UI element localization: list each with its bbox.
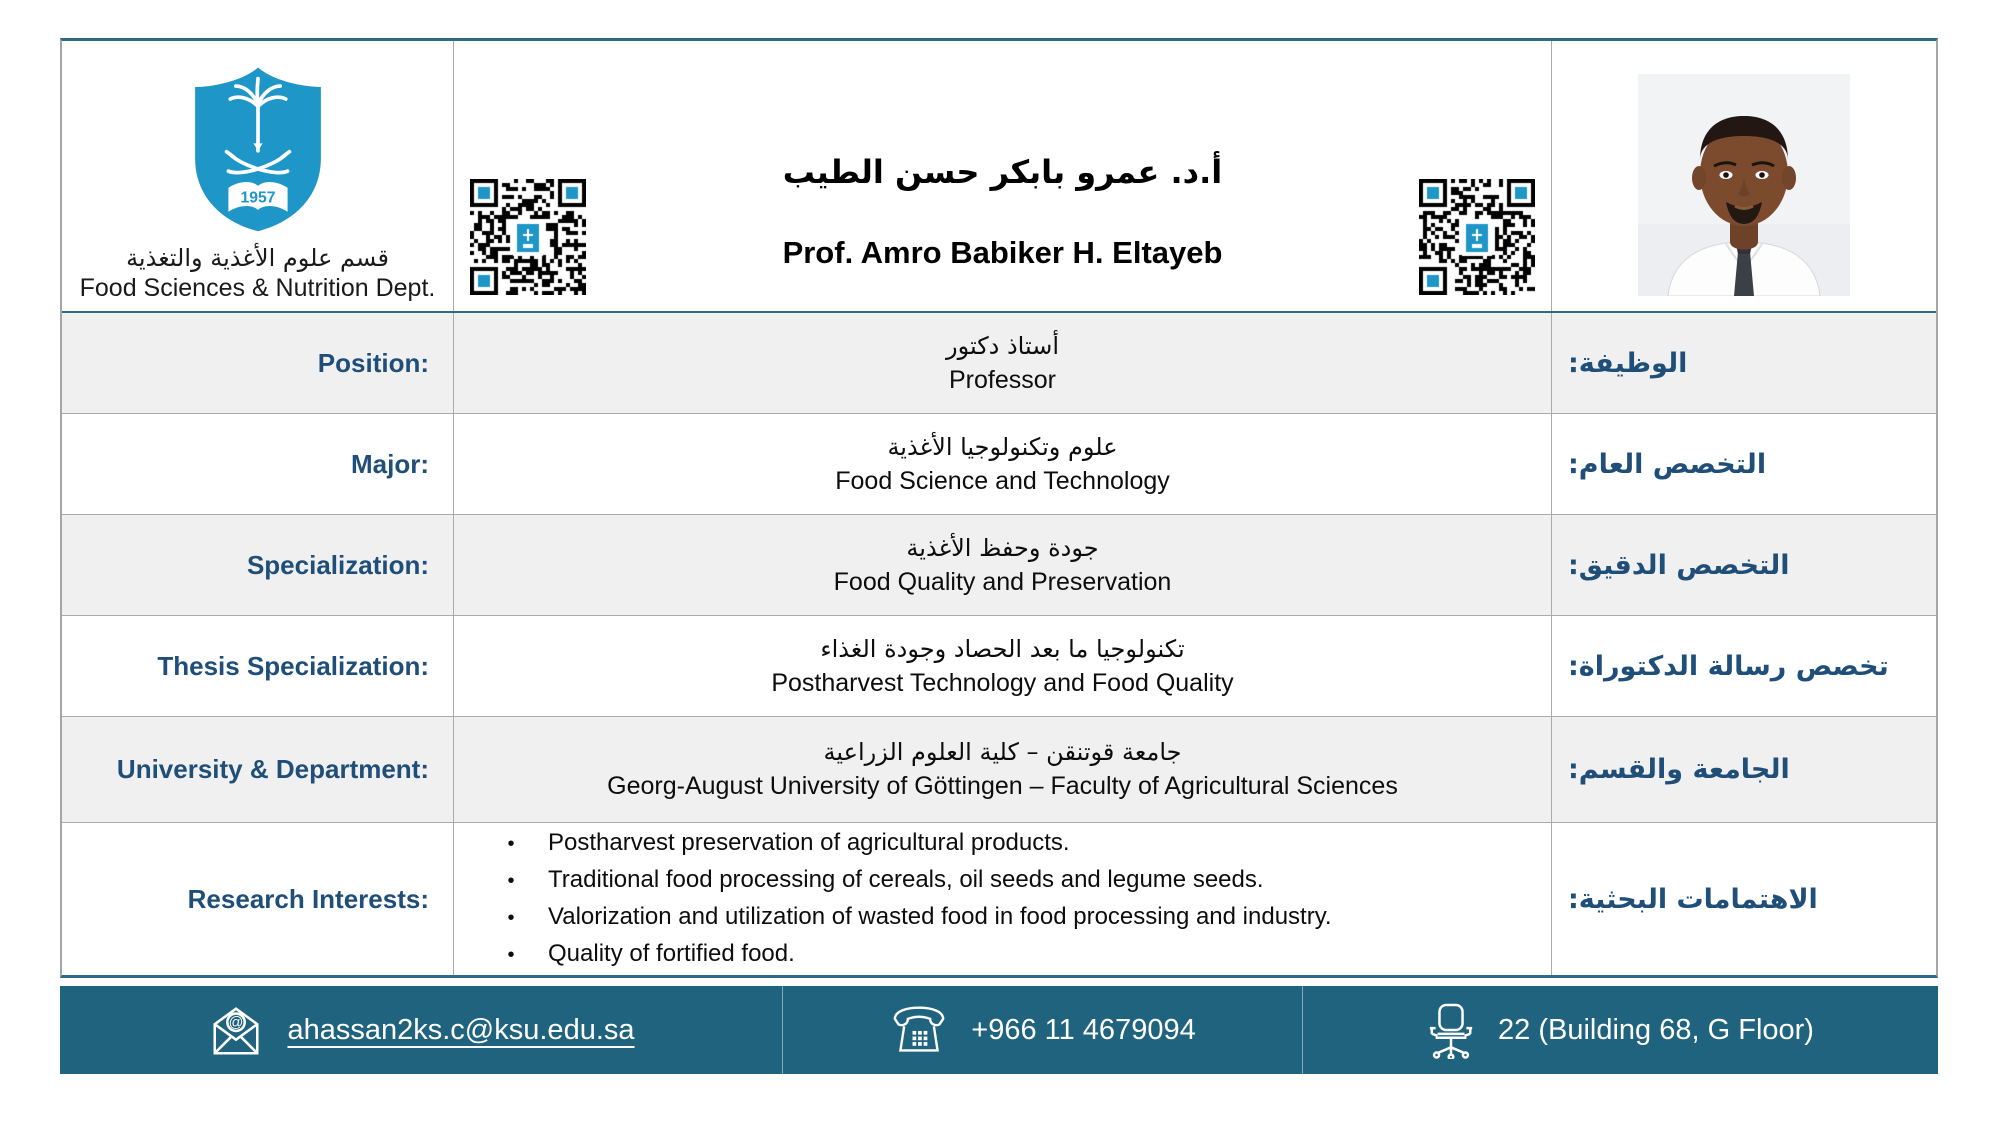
row-label-en: Research Interests: bbox=[187, 883, 429, 914]
row-value-ar: جامعة قوتنقن – كلية العلوم الزراعية bbox=[823, 738, 1182, 766]
row-label-en: Specialization: bbox=[246, 549, 429, 580]
row-label-ar: تخصص رسالة الدكتوراة: bbox=[1568, 650, 1889, 682]
row-label-ar: الاهتمامات البحثية: bbox=[1568, 883, 1818, 915]
footer-phone-section bbox=[783, 986, 1303, 1074]
row-position bbox=[62, 313, 1936, 414]
row-value-en: Postharvest Technology and Food Quality bbox=[771, 668, 1234, 697]
header-row bbox=[62, 41, 1936, 313]
envelope-icon bbox=[207, 1001, 265, 1059]
contact-footer bbox=[60, 986, 1938, 1074]
list-item-text: Valorization and utilization of wasted food in food processing and industry. bbox=[548, 903, 1332, 930]
research-interests-list bbox=[454, 823, 1552, 975]
row-label-ar: التخصص الدقيق: bbox=[1568, 549, 1790, 581]
phone-number: +966 11 4679094 bbox=[971, 1013, 1196, 1046]
email-link[interactable]: ahassan2ks.c@ksu.edu.sa bbox=[287, 1013, 635, 1046]
bullet-icon: • bbox=[507, 907, 515, 929]
row-label-ar: الجامعة والقسم: bbox=[1568, 754, 1790, 785]
row-value-ar: تكنولوجيا ما بعد الحصاد وجودة الغذاء bbox=[820, 634, 1185, 663]
list-item bbox=[504, 899, 1332, 936]
professor-name-ar: أ.د. عمرو بابكر حسن الطيب bbox=[782, 153, 1223, 191]
list-item-text: Traditional food processing of cereals, oil seeds and legume seeds. bbox=[548, 866, 1264, 893]
list-item-text: Quality of fortified food. bbox=[548, 940, 795, 967]
professor-name-en: Prof. Amro Babiker H. Eltayeb bbox=[782, 235, 1223, 270]
row-value-en: Georg-August University of Göttingen – Faculty of Agricultural Sciences bbox=[607, 772, 1398, 800]
qr-code-right-icon bbox=[1419, 179, 1535, 295]
office-location: 22 (Building 68, G Floor) bbox=[1498, 1013, 1814, 1046]
list-item bbox=[504, 825, 1070, 862]
row-label-en: Position: bbox=[317, 347, 429, 378]
row-label-ar: التخصص العام: bbox=[1568, 448, 1767, 480]
row-thesis-specialization bbox=[62, 616, 1936, 717]
svg-text:@: @ bbox=[229, 1015, 244, 1032]
row-label-en: Thesis Specialization: bbox=[157, 650, 429, 681]
footer-office-section bbox=[1303, 986, 1937, 1074]
faculty-table bbox=[60, 38, 1938, 978]
footer-email-section bbox=[60, 986, 783, 1074]
row-major bbox=[62, 414, 1936, 515]
row-value-ar: علوم وتكنولوجيا الأغذية bbox=[887, 432, 1118, 461]
profile-card bbox=[60, 38, 1938, 1074]
row-value-ar: جودة وحفظ الأغذية bbox=[906, 533, 1099, 562]
bullet-icon: • bbox=[507, 833, 515, 855]
row-value-en: Professor bbox=[949, 365, 1056, 394]
profile-photo bbox=[1638, 74, 1850, 296]
row-specialization bbox=[62, 515, 1936, 616]
department-name-ar: قسم علوم الأغذية والتغذية bbox=[126, 244, 389, 272]
row-research-interests bbox=[62, 823, 1936, 975]
row-value-en: Food Science and Technology bbox=[835, 466, 1170, 495]
row-value-en: Food Quality and Preservation bbox=[833, 567, 1172, 596]
name-cell bbox=[454, 41, 1552, 311]
list-item-text: Postharvest preservation of agricultural products. bbox=[548, 829, 1070, 856]
office-chair-icon bbox=[1426, 1001, 1476, 1059]
photo-cell bbox=[1552, 41, 1936, 311]
list-item bbox=[504, 936, 795, 973]
row-label-ar: الوظيفة: bbox=[1568, 347, 1688, 379]
bullet-icon: • bbox=[507, 944, 515, 966]
ksu-logo-icon bbox=[182, 62, 334, 234]
row-university-department bbox=[62, 717, 1936, 823]
department-name-en: Food Sciences & Nutrition Dept. bbox=[79, 274, 436, 302]
department-cell bbox=[62, 41, 454, 311]
row-value-ar: أستاذ دكتور bbox=[946, 331, 1059, 360]
qr-code-left-icon bbox=[470, 179, 586, 295]
list-item bbox=[504, 862, 1264, 899]
logo-year: 1957 bbox=[240, 189, 275, 207]
bullet-icon: • bbox=[507, 870, 515, 892]
row-label-en: University & Department: bbox=[116, 754, 429, 784]
row-label-en: Major: bbox=[351, 448, 429, 479]
telephone-icon bbox=[889, 1004, 949, 1056]
